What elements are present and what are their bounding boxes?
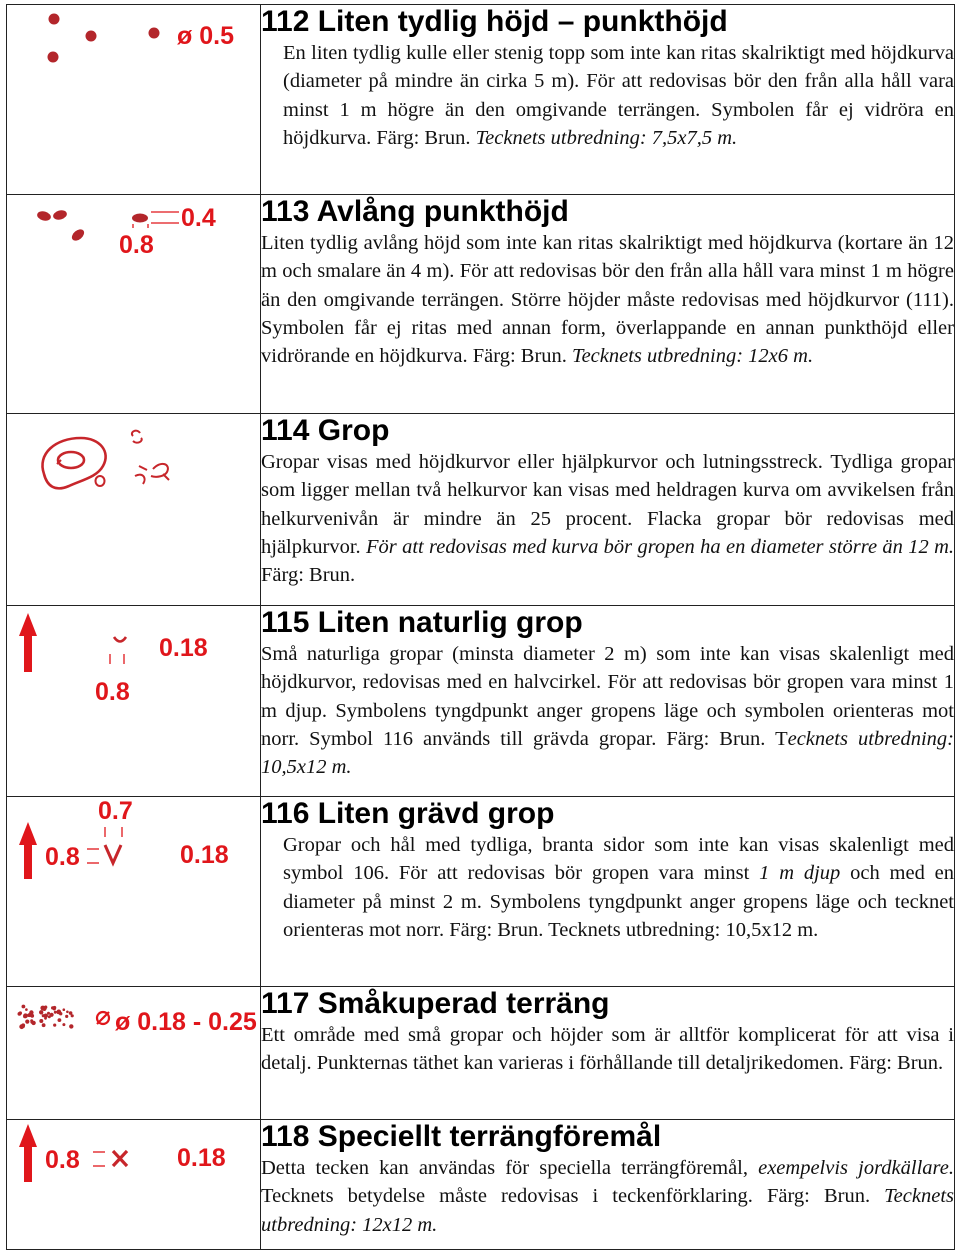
broken-ground-dot xyxy=(22,1025,25,1028)
broken-ground-dot xyxy=(63,1008,66,1011)
broken-ground-dot xyxy=(66,1011,69,1014)
description-cell-114 xyxy=(261,414,955,606)
description-cell-117 xyxy=(261,987,955,1120)
x-feature-mark xyxy=(113,1151,127,1166)
small-depression-symbol xyxy=(7,606,260,795)
broken-ground-dot xyxy=(65,1015,68,1018)
knoll-mark xyxy=(132,214,148,223)
dimension-label: 0.7 xyxy=(98,797,133,825)
broken-ground-dot xyxy=(23,1015,27,1019)
depression-symbol xyxy=(7,414,260,604)
symbol-description: Små naturliga gropar (minsta diameter 2 m) som inte kan visas skalenligt med höjdkurvor, redovisas med en halvcirkel. För att redovisas bör gropen vara minst 1 m djup. Symbolens tyngdpunkt anger gropens läge och symbolen orienteras mot norr. Symbol 116 används till grävda gropar. Färg: Brun. Tecknets utbredning: 10,5x12 m. xyxy=(261,643,954,779)
knoll-mark xyxy=(70,227,87,243)
broken-ground-dot xyxy=(39,1010,43,1014)
dimension-label: 0.18 xyxy=(177,1144,226,1172)
form-line xyxy=(151,464,168,477)
broken-ground-dot xyxy=(44,1006,47,1009)
description-cell-116 xyxy=(261,797,955,987)
broken-ground-dot xyxy=(51,1006,54,1009)
dimension-label: 0.8 xyxy=(45,843,80,871)
broken-ground-dot xyxy=(53,1024,56,1027)
slope-line xyxy=(163,474,169,480)
description-cell-115 xyxy=(261,606,955,797)
broken-ground-dot xyxy=(69,1024,73,1028)
dimension-label: 0.4 xyxy=(181,204,216,232)
dimension-label: 0.18 xyxy=(159,634,208,662)
symbol-title: 118 Speciellt terrängföremål xyxy=(261,1120,662,1153)
broken-ground-dot xyxy=(69,1011,73,1015)
symbol-cell-113 xyxy=(7,195,261,414)
spot-height-symbol xyxy=(7,5,260,193)
broken-ground-dot xyxy=(42,1014,45,1017)
symbol-row-115 xyxy=(7,606,955,797)
symbol-row-117 xyxy=(7,987,955,1120)
symbol-cell-116 xyxy=(7,797,261,987)
description-cell-113 xyxy=(261,195,955,414)
form-line xyxy=(132,431,142,443)
symbol-row-114 xyxy=(7,414,955,606)
broken-ground-dot xyxy=(29,1010,33,1014)
dimension-label: 0.8 xyxy=(45,1146,80,1174)
broken-ground-symbol xyxy=(7,987,260,1118)
spot-dot xyxy=(86,31,97,42)
dimension-label: 0.18 xyxy=(180,841,229,869)
broken-ground-dot xyxy=(42,1023,46,1027)
symbol-cell-115 xyxy=(7,606,261,797)
broken-ground-dot xyxy=(18,1012,22,1016)
north-arrow-icon xyxy=(19,613,37,672)
symbol-row-118 xyxy=(7,1120,955,1250)
broken-ground-dot xyxy=(39,1019,43,1023)
knoll-mark xyxy=(36,210,52,222)
symbol-title: 115 Liten naturlig grop xyxy=(261,606,583,639)
broken-ground-dot xyxy=(62,1023,65,1026)
elongated-knoll-symbol xyxy=(7,195,260,412)
description-cell-118 xyxy=(261,1120,955,1250)
broken-ground-dot xyxy=(25,1008,28,1011)
symbol-title: 117 Småkuperad terräng xyxy=(261,987,610,1020)
symbol-description: En liten tydlig kulle eller stenig topp som inte kan ritas skalriktigt med höjdkurva (diameter på mindre än cirka 5 m). För att redovisas bör den från alla håll vara minst 1 m högre än den omgivande terrängen. Symbolen får ej vidröra en höjdkurva. Färg: Brun. Tecknets utbredning: 7,5x7,5 m. xyxy=(283,42,954,149)
symbol-table xyxy=(6,4,955,1250)
broken-ground-dot xyxy=(54,1011,57,1014)
symbol-row-116 xyxy=(7,797,955,987)
contour-line xyxy=(58,452,84,468)
symbol-description: Ett område med små gropar och höjder som är alltför komplicerat för att visa i detalj. Punkternas täthet kan varieras i förhållande till detaljrikedomen. Färg: Brun. xyxy=(261,1024,954,1075)
symbol-title: 116 Liten grävd grop xyxy=(261,797,555,830)
broken-ground-dot xyxy=(25,1020,29,1024)
north-arrow-icon xyxy=(19,822,37,879)
half-circle-mark xyxy=(114,637,126,642)
spot-dot xyxy=(149,28,160,39)
form-line xyxy=(135,466,147,484)
symbol-row-112 xyxy=(7,5,955,195)
symbol-title: 113 Avlång punkthöjd xyxy=(261,195,569,228)
broken-ground-dot xyxy=(22,1005,26,1009)
spot-dot xyxy=(49,14,60,25)
symbol-title: 114 Grop xyxy=(261,414,390,447)
knoll-mark xyxy=(52,209,68,221)
broken-ground-dot xyxy=(56,1010,61,1015)
dimension-label: 0.8 xyxy=(95,678,130,706)
dimension-label: 0.8 xyxy=(119,231,154,259)
contour-line xyxy=(96,476,105,486)
broken-ground-dots xyxy=(18,1005,74,1030)
broken-ground-dot xyxy=(31,1021,35,1025)
v-pit-mark xyxy=(105,845,121,863)
north-arrow-icon xyxy=(19,1124,37,1182)
dimension-label: ø 0.5 xyxy=(177,22,234,50)
special-feature-symbol xyxy=(7,1120,260,1248)
description-cell-112 xyxy=(261,5,955,195)
symbol-description: Gropar och hål med tydliga, branta sidor som inte kan visas skalenligt med symbol 106. För att redovisas bör gropen vara minst 1 m djup och med en diameter på minst 2 m. Symbolens tyngdpunkt anger gropens läge och tecknet orienteras mot norr. Färg: Brun. Tecknets utbredning: 10,5x12 m. xyxy=(283,834,955,941)
symbol-row-113 xyxy=(7,195,955,414)
broken-ground-dot xyxy=(58,1018,62,1022)
dug-pit-symbol xyxy=(7,797,260,985)
symbol-title: 112 Liten tydlig höjd – punkthöjd xyxy=(261,5,728,38)
symbol-description: Liten tydlig avlång höjd som inte kan ritas skalriktigt med höjdkurva (kortare än 12 m och smalare än 4 m). För att redovisas bör den från alla håll vara minst 1 m högre än den omgivande terrängen. Större höjder måste redovisas med höjdkurvor (111). Symbolen får ej ritas med annan form, överlappande en annan punkthöjd eller vidrörande en höjdkurva. Färg: Brun. Tecknets utbredning: 12x6 m. xyxy=(261,232,954,368)
broken-ground-dot xyxy=(50,1013,54,1017)
symbol-cell-112 xyxy=(7,5,261,195)
spot-dot xyxy=(48,52,59,63)
symbol-cell-118 xyxy=(7,1120,261,1250)
symbol-description: Detta tecken kan användas för speciella terrängföremål, exempelvis jordkällare. Tecknets betydelse måste redovisas i teckenförklaring. Färg: Brun. Tecknets utbredning: 12x12 m. xyxy=(261,1157,954,1236)
symbol-cell-117 xyxy=(7,987,261,1120)
dimension-label: ø 0.18 - 0.25 xyxy=(115,1008,257,1036)
symbol-description: Gropar visas med höjdkurvor eller hjälpkurvor och lutningsstreck. Tydliga gropar som ligger mellan två helkurvor kan visas med heldragen kurva om avvikelsen från helkurvenivån är mindre än 25 procent. Flacka gropar bör redovisas med hjälpkurvor. För att redovisas med kurva bör gropen ha en diameter större än 12 m. Färg: Brun. xyxy=(261,451,955,587)
symbol-cell-114 xyxy=(7,414,261,606)
